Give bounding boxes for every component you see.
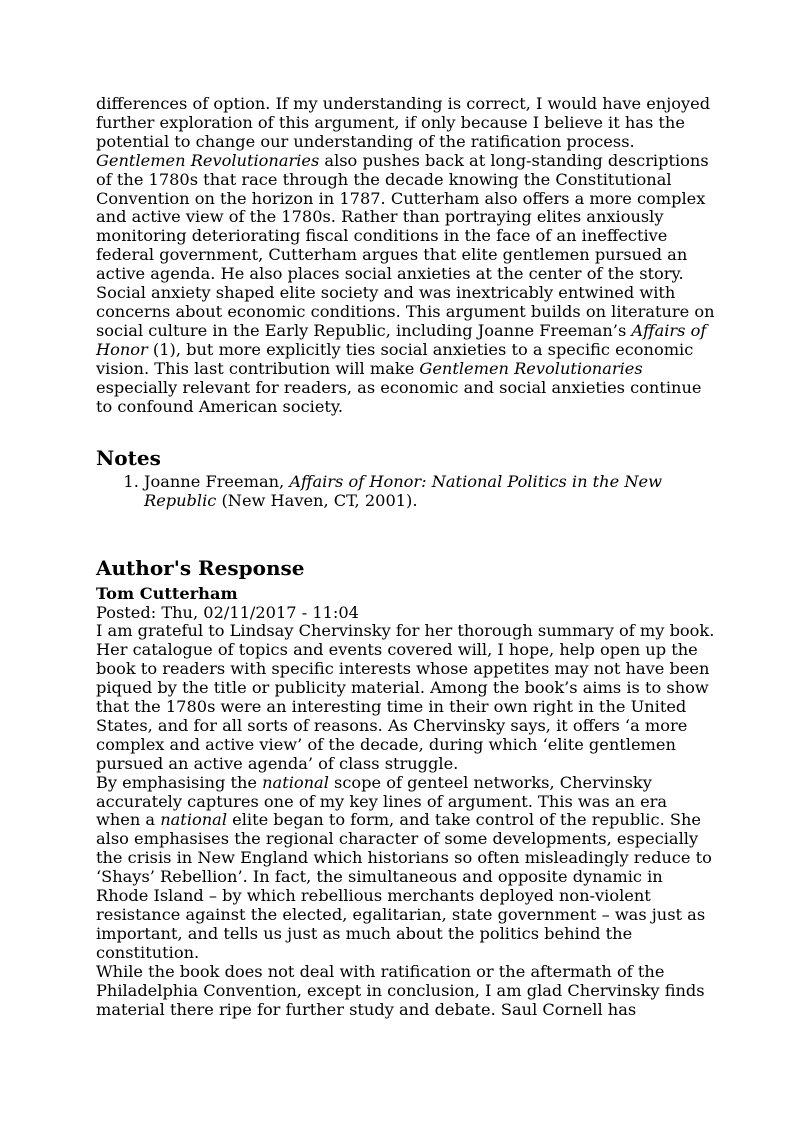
- notes-list: [96, 472, 716, 510]
- note-author: Joanne Freeman,: [144, 472, 290, 492]
- review-text: (1), but more explicitly ties social anxieties to a specific economic vision. This last contribution will make: [96, 339, 694, 378]
- response-heading: Author's Response: [96, 556, 305, 581]
- review-paragraph: [96, 95, 716, 416]
- note-item: [144, 472, 716, 510]
- response-text: elite began to form, and take control of the republic. She also emphasises the regional character of some developments, especially the crisis in New England which historians so often misleadingly reduce to ‘Shays’ Rebellion’. In fact, the simultaneous and opposite dynamic in Rhode Island – by which rebellious merchants deployed non-violent resistance against the elected, egalitarian, state government – was just as important, and tells us just as much about the politics behind the constitution.: [96, 810, 712, 962]
- posted-timestamp: Posted: Thu, 02/11/2017 - 11:04: [96, 603, 359, 623]
- response-paragraph-3: While the book does not deal with ratification or the aftermath of the Philadelphia Convention, except in conclusion, I am glad Chervinsky finds material there ripe for further study and debate. Saul Cornell has: [96, 961, 705, 1019]
- response-author: Tom Cutterham: [96, 584, 238, 604]
- response-paragraph-2: [96, 774, 716, 963]
- emphasis-national: national: [160, 810, 227, 830]
- notes-heading: Notes: [96, 446, 161, 471]
- document-page: [96, 95, 716, 1019]
- review-text: especially relevant for readers, as economic and social anxieties continue to confound American society.: [96, 377, 702, 416]
- note-title: Affairs of Honor: National Politics in the New Republic: [144, 472, 662, 511]
- review-text: differences of option. If my understanding is correct, I would have enjoyed further exploration of this argument, if only because I believe it has the potential to change our understanding of the ratification process.: [96, 94, 711, 151]
- emphasis-national: national: [262, 772, 329, 792]
- note-publication: (New Haven, CT, 2001).: [216, 491, 418, 511]
- book-title-emphasis: Gentlemen Revolutionaries: [419, 358, 643, 378]
- review-text: also pushes back at long-standing descriptions of the 1780s that race through the decade knowing the Constitutional Convention on the horizon in 1787. Cutterham also offers a more complex and active view of the 1780s. Rather than portraying elites anxiously monitoring deteriorating fiscal conditions in the face of an ineffective federal government, Cutterham argues that elite gentlemen pursued an active agenda. He also places social anxieties at the center of the story. Social anxiety shaped elite society and was inextricably entwined with concerns about economic conditions. This argument builds on literature on social culture in the Early Republic, including Joanne Freeman’s: [96, 150, 715, 340]
- book-title-emphasis: Affairs of Honor: [96, 320, 707, 359]
- response-paragraph-1: I am grateful to Lindsay Chervinsky for her thorough summary of my book. Her catalogue of topics and events covered will, I hope, help open up the book to readers with specific interests whose appetites may not have been piqued by the title or publicity material. Among the book’s aims is to show that the 1780s were an interesting time in their own right in the United States, and for all sorts of reasons. As Chervinsky says, it offers ‘a more complex and active view’ of the decade, during which ‘elite gentlemen pursued an active agenda’ of class struggle.: [96, 621, 715, 773]
- response-text: scope of genteel networks, Chervinsky accurately captures one of my key lines of argument. This was an era when a: [96, 772, 668, 830]
- book-title-emphasis: Gentlemen Revolutionaries: [96, 150, 320, 170]
- response-text: By emphasising the: [96, 772, 263, 792]
